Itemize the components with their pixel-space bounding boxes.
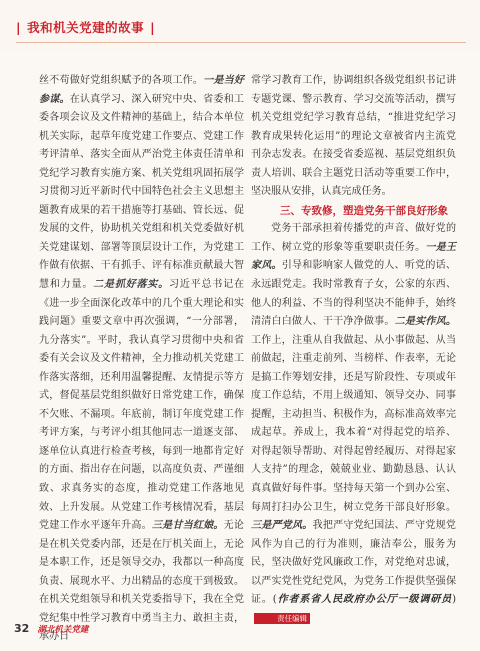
section-three-title: 三、专致修，塑造党务干部良好形象 — [280, 204, 448, 217]
body-text: 丝不苟做好党组织赋予的各项工作。 — [39, 75, 204, 86]
right-column-top-text — [251, 72, 456, 202]
body-text: 引导和影响家人做党的人、听党的话、永远跟党走。我时常教育子女，公家的东西、他人的利益、不当的得利坚决不能伸手，始终清清白白做人、干干净净做事。 — [251, 260, 456, 328]
emphasis-lead: 一是当好参谋。 — [39, 75, 244, 105]
body-text: ) — [452, 594, 456, 606]
emphasis-lead: 二是实作风。 — [394, 316, 456, 328]
body-text: 常学习教育工作，协调组织各级党组织书记讲专题党课、警示教育、学习交流等活动，撰写机关党组党纪学习教育总结，“推进党纪学习教育成果转化运用”的理论文章被省内主流党刊杂志发表。在接受省委巡视、基层党组织负责人培训、联合主题党日活动等重要工作中，坚决服从安排，认真完成任务。 — [251, 75, 456, 198]
right-column-bottom-text — [251, 220, 456, 628]
body-text: 我把严守党纪国法、严守党规党风作为自己的行为准则，廉洁奉公，服务为民，坚决做好党风廉政工作，对党绝对忠诚，以严实党性党纪党风，为党务工作提供坚强保证。( — [251, 520, 456, 606]
section-header-title: 我和机关党建的故事 — [27, 20, 145, 35]
body-text: 习近平总书记在《进一步全面深化改革中的几个重大理论和实践问题》重要文章中再次强调，“一分部署，九分落实”。平时，我认真学习贯彻中央和省委有关会议及文件精神，全力推动机关党建工作落实落细，还利用温馨提醒、友情提示等方式，督促基层党组织做好日常党建工作，确保不欠账、不漏项。年底前，制订年度党建工作考评方案，与考评小组其他同志一道逐支部、逐单位认真进行检查考核，每到一地都肯定好的方面、指出存在问题，以高度负责、严谨细致、求真务实的态度，推动党建工作落地见效、上升发展。从党建工作考核情况看，基层党建工作水平逐年升高。 — [39, 279, 244, 532]
body-paragraph — [251, 220, 456, 628]
author-note: 作者系省人民政府办公厅一级调研员 — [276, 594, 453, 606]
page-footer — [14, 622, 88, 635]
right-column — [251, 72, 456, 628]
end-badge: 责任编辑 — [254, 613, 310, 624]
emphasis-lead: 三是甘当红娘。 — [151, 520, 224, 532]
header-divider — [16, 42, 466, 43]
body-text: 党务干部承担着传播党的声音、做好党的工作、树立党的形象等重要职责任务。 — [251, 223, 456, 253]
header-bar-right-icon: | — [150, 19, 156, 35]
emphasis-lead: 二是抓好落实。 — [93, 279, 169, 291]
magazine-logo: 湖北机关党建 — [37, 624, 89, 635]
body-text: 在认真学习、深入研究中央、省委和工委各项会议及文件精神的基础上，结合本单位机关实际，起草年度党建工作要点、党建工作考评清单、落实全面从严治党主体责任清单和党纪学习教育实施方案、机关党组巩固拓展学习贯彻习近平新时代中国特色社会主义思想主题教育成果的若干措施等打基础、管长远、促发展的文件，协助机关党组和机关党委做好机关党建谋划、部署等顶层设计工作，为党建工作做有依据、干有抓手、评有标准贡献最大智慧和力量。 — [39, 93, 244, 291]
header-bar-left-icon: | — [16, 19, 22, 35]
left-column — [39, 72, 244, 647]
emphasis-lead: 三是严党风。 — [251, 520, 313, 532]
page-number: 32 — [14, 622, 30, 635]
section-header — [16, 18, 155, 36]
emphasis-lead: 一是王家风。 — [251, 241, 456, 272]
body-text: 无论是在机关党委内部，还是在厅机关面上，无论是本职工作，还是领导交办，我都以一种高度负责、展现水平、力出精品的态度干到极致。在机关党组领导和机关党委指导下，我在全党党纪集中性学习教育中勇当主力、敢担主责，承办日 — [39, 520, 244, 643]
body-paragraph — [39, 72, 244, 647]
body-paragraph — [251, 72, 456, 202]
body-text: 工作上，注重从自我做起、从小事做起、从当前做起，注重走前列、当榜样、作表率，无论是搞工作筹划安排，还是写阶段性、专项或年度工作总结，不用上级通知、领导交办、同事提醒，主动担当、积极作为，高标准高效率完成起草。养成上，我本着“对得起党的培养、对得起领导帮助、对得起曾经履历、对得起家人支持”的理念，兢兢业业、勤勤恳恳、认认真真做好每件事。坚持每天第一个到办公室、每周打扫办公卫生，树立党务干部良好形象。 — [251, 334, 456, 513]
